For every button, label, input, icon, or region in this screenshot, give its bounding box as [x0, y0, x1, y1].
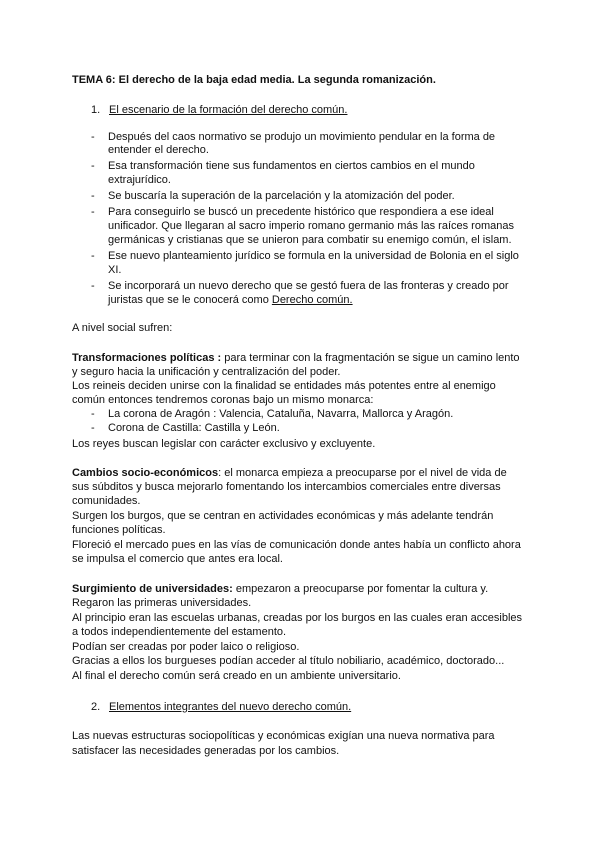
universidades-line-6: Gracias a ellos los burgueses podían acceder al título nobiliario, académico, doctorado... [72, 655, 505, 667]
universidades-line-5: Podían ser creadas por poder laico o religioso. [72, 641, 300, 653]
bullet-dash: - [91, 160, 95, 172]
bullet-3-line-1: Se buscaría la superación de la parcelación y la atomización del poder. [108, 190, 455, 202]
socio-line-7: se impulsa el comercio que antes era local. [72, 553, 283, 565]
universidades-line-2: Regaron las primeras universidades. [72, 597, 252, 609]
universidades-line-1 [72, 583, 488, 596]
bullet-1-line-2: entender el derecho. [108, 144, 209, 156]
bullet-2-line-1: Esa transformación tiene sus fundamentos en ciertos cambios en el mundo [108, 160, 475, 172]
socio-line-4: Surgen los burgos, que se centran en actividades económicas y más adelante tendrán [72, 510, 494, 522]
politicas-line-2: y seguro hacia la unificación y centralización del poder. [72, 366, 341, 378]
bullet-dash: - [91, 280, 95, 292]
politicas-line-3: Los reineis deciden unirse con la finalidad se entidades más potentes entre al enemigo [72, 380, 496, 392]
sub-item-dash: - [91, 408, 95, 420]
socio-line-1 [72, 467, 507, 480]
bullet-6-line-2-text: juristas que se le conocerá como [108, 294, 272, 306]
bullet-6-line-1: Se incorporará un nuevo derecho que se gestó fuera de las fronteras y creado por [108, 280, 509, 292]
bullet-dash: - [91, 250, 95, 262]
politicas-line-1 [72, 352, 520, 365]
universidades-line-7: Al final el derecho común será creado en un ambiente universitario. [72, 670, 401, 682]
sub-item-dash: - [91, 422, 95, 434]
socio-line-6: Floreció el mercado pues en las vías de comunicación donde antes había un conflicto ahora [72, 539, 521, 551]
bullet-6-line-2 [108, 294, 353, 307]
bullet-2-line-2: extrajurídico. [108, 174, 171, 186]
universidades-line-3: Al principio eran las escuelas urbanas, creadas por los burgos en las cuales eran accesibles [72, 612, 523, 624]
universidades-heading: Surgimiento de universidades: [72, 583, 233, 595]
section-2-line-2: satisfacer las necesidades generadas por los cambios. [72, 745, 340, 757]
socio-line-1-rest: : el monarca empieza a preocuparse por el nivel de vida de [218, 467, 507, 479]
universidades-line-4: a todos independientemente del estamento. [72, 626, 287, 638]
politicas-heading: Transformaciones políticas : [72, 352, 222, 364]
bullet-dash: - [91, 190, 95, 202]
bullet-4-line-2: unificador. Que llegaran al sacro imperio romano germanio más las raíces romanas [108, 220, 514, 232]
section-2-line-1: Las nuevas estructuras sociopolíticas y económicas exigían una nueva normativa para [72, 730, 495, 742]
bullet-4-line-1: Para conseguirlo se buscó un precedente histórico que respondiera a ese ideal [108, 206, 494, 218]
bullet-1-line-1: Después del caos normativo se produjo un movimiento pendular en la forma de [108, 131, 496, 143]
derecho-comun-term: Derecho común. [271, 294, 353, 306]
politicas-closing: Los reyes buscan legislar con carácter exclusivo y excluyente. [72, 438, 376, 450]
section-1-number: 1. [91, 104, 101, 116]
section-1-heading: El escenario de la formación del derecho común. [109, 104, 348, 116]
bullet-dash: - [91, 206, 95, 218]
nivel-social-intro: A nivel social sufren: [72, 322, 173, 334]
corona-aragon: La corona de Aragón : Valencia, Cataluña, Navarra, Mallorca y Aragón. [108, 408, 454, 420]
socio-line-2: sus súbditos y busca mejorarlo fomentando los intercambios comerciales entre diversas [72, 481, 501, 493]
section-2-heading: Elementos integrantes del nuevo derecho común. [109, 701, 352, 713]
politicas-line-4: común entonces tendremos coronas bajo un mismo monarca: [72, 394, 374, 406]
corona-castilla: Corona de Castilla: Castilla y León. [108, 422, 280, 434]
socio-line-3: comunidades. [72, 495, 141, 507]
bullet-4-line-3: germánicas y cristianas que se unieron para combatir su enemigo común, el islam. [108, 234, 512, 246]
bullet-dash: - [91, 131, 95, 143]
document-title: TEMA 6: El derecho de la baja edad media. La segunda romanización. [72, 74, 436, 86]
bullet-5-line-1: Ese nuevo planteamiento jurídico se formula en la universidad de Bolonia en el siglo [108, 250, 519, 262]
socio-line-5: funciones políticas. [72, 524, 166, 536]
universidades-line-1-rest: empezaron a preocuparse por fomentar la cultura y. [232, 583, 489, 595]
socio-heading: Cambios socio-económicos [72, 467, 219, 479]
section-2-number: 2. [91, 701, 101, 713]
bullet-5-line-2: XI. [108, 264, 122, 276]
politicas-line-1-rest: para terminar con la fragmentación se sigue un camino lento [221, 352, 520, 364]
